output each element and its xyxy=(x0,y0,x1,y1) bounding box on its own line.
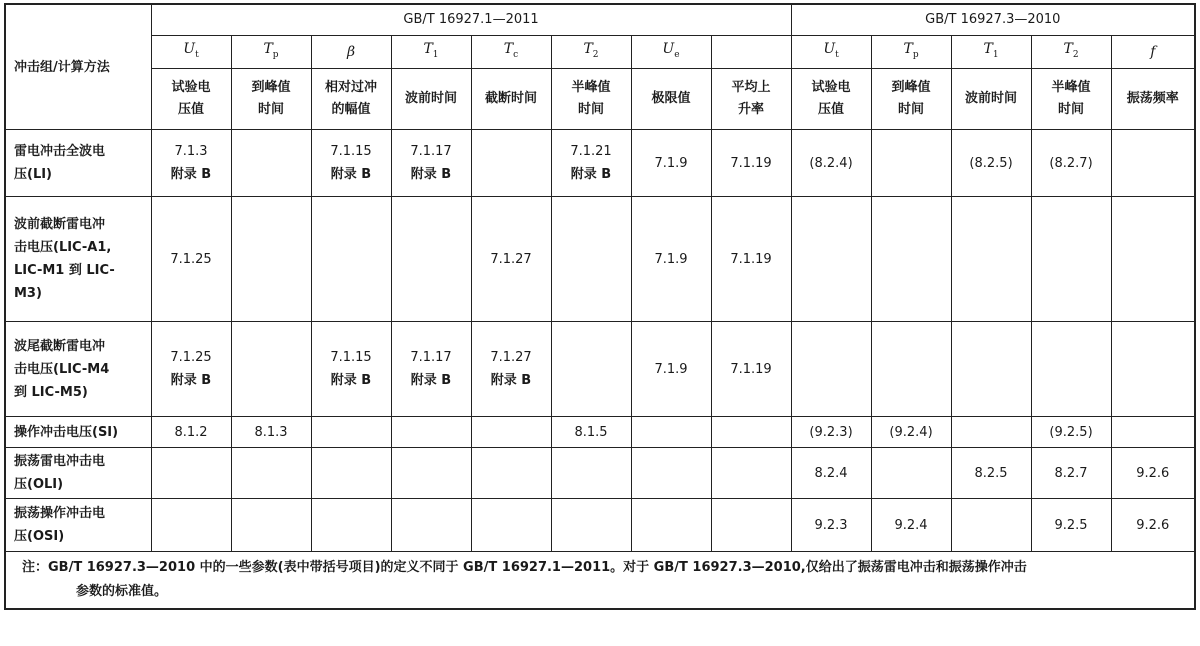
column-symbol xyxy=(311,36,391,69)
column-name-line: 振荡频率 xyxy=(1126,91,1179,106)
column-name xyxy=(471,69,551,130)
table-cell xyxy=(791,448,871,499)
note-row xyxy=(5,552,1195,610)
table-row xyxy=(5,499,1195,552)
table-cell xyxy=(951,197,1031,322)
cell-line: 7.1.19 xyxy=(730,361,772,377)
row-label-line: 压(OLI) xyxy=(14,477,64,492)
table-cell xyxy=(551,322,631,417)
column-name-line: 波前时间 xyxy=(404,91,457,106)
column-name-line: 压值 xyxy=(177,102,204,117)
table-cell xyxy=(391,448,471,499)
row-label xyxy=(5,322,151,417)
table-cell xyxy=(711,417,791,448)
table-cell xyxy=(1111,322,1195,417)
column-name-line: 极限值 xyxy=(651,91,691,106)
symbol-letter: U xyxy=(823,41,836,58)
column-name-line: 时间 xyxy=(577,102,604,117)
table-cell xyxy=(871,417,951,448)
column-name xyxy=(551,69,631,130)
cell-line: 9.2.4 xyxy=(894,517,928,533)
column-name xyxy=(1031,69,1111,130)
table-cell xyxy=(151,448,231,499)
table-cell xyxy=(311,130,391,197)
cell-line: 9.2.5 xyxy=(1054,517,1088,533)
column-name-line: 到峰值 xyxy=(251,80,291,95)
column-name xyxy=(1111,69,1195,130)
table-note xyxy=(5,552,1195,610)
table-cell xyxy=(1031,322,1111,417)
column-name-line: 截断时间 xyxy=(484,91,537,106)
column-name-line: 半峰值 xyxy=(571,80,611,95)
table-cell xyxy=(471,130,551,197)
row-label xyxy=(5,448,151,499)
cell-line: 附录 B xyxy=(570,167,612,182)
cell-line: 附录 B xyxy=(170,373,212,388)
cell-line: (8.2.4) xyxy=(809,155,853,171)
parameter-name-row xyxy=(5,69,1195,130)
column-symbol xyxy=(711,36,791,69)
table-cell xyxy=(471,322,551,417)
table-row xyxy=(5,322,1195,417)
table-cell xyxy=(1111,499,1195,552)
column-name-line: 相对过冲 xyxy=(324,80,377,95)
symbol-letter: T xyxy=(1063,41,1073,58)
table-cell xyxy=(391,197,471,322)
note-line-1: 注：GB/T 16927.3—2010 中的一些参数(表中带括号项目)的定义不同于 GB/T 16927.1—2011。对于 GB/T 16927.3—2010,仅给出了振荡雷电冲击和振荡操作冲击 xyxy=(22,560,1027,575)
cell-line: 8.2.4 xyxy=(814,465,848,481)
table-cell xyxy=(551,130,631,197)
cell-line: 9.2.6 xyxy=(1136,517,1170,533)
row-label-line: 波尾截断雷电冲 xyxy=(14,338,106,354)
table-cell xyxy=(711,130,791,197)
row-label-line: LIC-M1 到 LIC- xyxy=(14,263,115,278)
cell-line: 8.1.5 xyxy=(574,424,608,440)
cell-line: 9.2.3 xyxy=(814,517,848,533)
cell-line: (9.2.4) xyxy=(889,424,933,440)
column-name xyxy=(151,69,231,130)
row-label-line: 压(OSI) xyxy=(14,529,65,544)
table-cell xyxy=(151,417,231,448)
table-cell xyxy=(711,322,791,417)
cell-line: 7.1.25 xyxy=(170,350,212,365)
symbol-letter: T xyxy=(503,41,514,58)
cell-line: 8.2.5 xyxy=(974,465,1008,481)
table-cell xyxy=(311,499,391,552)
column-symbol xyxy=(791,36,871,69)
table-cell xyxy=(151,130,231,197)
table-cell xyxy=(1111,417,1195,448)
row-label xyxy=(5,197,151,322)
table-cell xyxy=(791,197,871,322)
table-row xyxy=(5,448,1195,499)
table-cell xyxy=(791,417,871,448)
column-symbol xyxy=(631,36,711,69)
row-label-line: 压(LI) xyxy=(14,167,53,182)
table-cell xyxy=(471,448,551,499)
cell-line: (8.2.5) xyxy=(969,155,1013,171)
cell-line: (9.2.5) xyxy=(1049,424,1093,440)
column-name xyxy=(631,69,711,130)
column-symbol xyxy=(1031,36,1111,69)
table-cell xyxy=(391,499,471,552)
column-symbol xyxy=(151,36,231,69)
column-name-line: 半峰值 xyxy=(1051,80,1091,95)
column-name-line: 时间 xyxy=(1058,102,1085,117)
column-name xyxy=(311,69,391,130)
table-cell xyxy=(871,197,951,322)
cell-line: 7.1.9 xyxy=(654,251,688,267)
table-cell xyxy=(311,197,391,322)
table-cell xyxy=(231,197,311,322)
row-label-line: 击电压(LIC-M4 xyxy=(14,361,110,377)
symbol-subscript: c xyxy=(513,49,519,60)
table-row xyxy=(5,197,1195,322)
parameter-table xyxy=(4,3,1196,610)
table-cell xyxy=(311,448,391,499)
symbol-subscript: 2 xyxy=(1072,49,1079,60)
cell-line: 7.1.15 xyxy=(330,350,372,365)
table-cell xyxy=(871,448,951,499)
table-cell xyxy=(1111,448,1195,499)
table-cell xyxy=(951,130,1031,197)
table-cell xyxy=(1031,499,1111,552)
corner-header-cell: 冲击组/计算方法 xyxy=(5,4,151,130)
cell-line: 7.1.17 xyxy=(410,144,452,159)
column-name-line: 时间 xyxy=(898,102,925,117)
column-name-line: 平均上 xyxy=(731,80,771,95)
column-name xyxy=(951,69,1031,130)
cell-line: 7.1.3 xyxy=(174,144,208,159)
table-cell xyxy=(951,499,1031,552)
table-row xyxy=(5,130,1195,197)
column-name-line: 试验电 xyxy=(171,80,211,95)
row-label xyxy=(5,499,151,552)
table-cell xyxy=(871,322,951,417)
column-name-line: 的幅值 xyxy=(331,102,371,117)
cell-line: 7.1.27 xyxy=(490,350,532,365)
column-name xyxy=(871,69,951,130)
cell-line: 附录 B xyxy=(490,373,532,388)
cell-line: 附录 B xyxy=(330,167,372,182)
column-name-line: 压值 xyxy=(818,102,845,117)
symbol-subscript: t xyxy=(835,49,839,60)
table-cell xyxy=(231,322,311,417)
row-label-line: 到 LIC-M5) xyxy=(14,384,88,400)
table-cell xyxy=(231,499,311,552)
cell-line: 8.1.3 xyxy=(254,424,288,440)
row-label-line: 操作冲击电压(SI) xyxy=(14,424,119,440)
column-symbol xyxy=(231,36,311,69)
symbol-subscript: 1 xyxy=(432,49,439,60)
symbol-subscript: 1 xyxy=(992,49,999,60)
cell-line: 7.1.15 xyxy=(330,144,372,159)
column-symbol xyxy=(471,36,551,69)
row-label-line: 振荡雷电冲击电 xyxy=(14,454,106,469)
symbol-letter: f xyxy=(1150,44,1156,60)
column-name xyxy=(711,69,791,130)
parameter-table-container xyxy=(4,3,1194,610)
column-name-line: 波前时间 xyxy=(965,91,1018,106)
symbol-subscript: p xyxy=(272,49,279,60)
row-label-line: 击电压(LIC-A1, xyxy=(14,240,112,255)
cell-line: 7.1.9 xyxy=(654,155,688,171)
symbol-subscript: t xyxy=(195,49,199,60)
cell-line: 附录 B xyxy=(170,167,212,182)
row-label xyxy=(5,417,151,448)
table-cell xyxy=(391,322,471,417)
table-cell xyxy=(551,417,631,448)
standard-1-header: GB/T 16927.1—2011 xyxy=(151,4,791,36)
table-cell xyxy=(631,197,711,322)
table-cell xyxy=(471,417,551,448)
column-name-line: 时间 xyxy=(257,102,284,117)
cell-line: 7.1.19 xyxy=(730,155,772,171)
table-cell xyxy=(951,322,1031,417)
column-symbol xyxy=(551,36,631,69)
table-cell xyxy=(631,322,711,417)
row-label xyxy=(5,130,151,197)
table-cell xyxy=(871,499,951,552)
table-cell xyxy=(631,130,711,197)
cell-line: (9.2.3) xyxy=(809,424,853,440)
column-name xyxy=(391,69,471,130)
table-cell xyxy=(311,322,391,417)
symbol-subscript: p xyxy=(912,49,919,60)
symbol-letter: T xyxy=(423,41,433,58)
table-cell xyxy=(391,130,471,197)
standard-3-header: GB/T 16927.3—2010 xyxy=(791,4,1195,36)
cell-line: (8.2.7) xyxy=(1049,155,1093,171)
row-label-line: M3) xyxy=(14,286,42,301)
cell-line: 附录 B xyxy=(410,167,452,182)
table-cell xyxy=(631,499,711,552)
row-label-line: 振荡操作冲击电 xyxy=(14,506,106,521)
table-cell xyxy=(951,417,1031,448)
table-cell xyxy=(631,448,711,499)
symbol-letter: U xyxy=(183,41,196,58)
cell-line: 7.1.19 xyxy=(730,251,772,267)
table-cell xyxy=(791,499,871,552)
column-symbol xyxy=(391,36,471,69)
cell-line: 7.1.17 xyxy=(410,350,452,365)
table-cell xyxy=(1031,417,1111,448)
table-cell xyxy=(1031,448,1111,499)
cell-line: 附录 B xyxy=(410,373,452,388)
table-cell xyxy=(471,499,551,552)
standard-header-row xyxy=(5,4,1195,36)
table-cell xyxy=(551,197,631,322)
symbol-letter: T xyxy=(983,41,993,58)
symbol-row xyxy=(5,36,1195,69)
table-cell xyxy=(1111,130,1195,197)
row-label-line: 雷电冲击全波电 xyxy=(14,144,106,159)
symbol-subscript: 2 xyxy=(592,49,599,60)
column-symbol xyxy=(1111,36,1195,69)
column-name-line: 试验电 xyxy=(811,80,851,95)
symbol-subscript: e xyxy=(674,49,680,60)
row-label-line: 波前截断雷电冲 xyxy=(14,217,106,232)
column-name-line: 到峰值 xyxy=(891,80,931,95)
cell-line: 9.2.6 xyxy=(1136,465,1170,481)
cell-line: 8.2.7 xyxy=(1054,465,1088,481)
cell-line: 附录 B xyxy=(330,373,372,388)
symbol-letter: T xyxy=(903,41,913,58)
column-symbol xyxy=(951,36,1031,69)
table-cell xyxy=(871,130,951,197)
table-cell xyxy=(151,499,231,552)
table-cell xyxy=(951,448,1031,499)
symbol-letter: U xyxy=(662,41,675,58)
table-cell xyxy=(391,417,471,448)
table-cell xyxy=(791,130,871,197)
table-cell xyxy=(311,417,391,448)
symbol-letter: T xyxy=(583,41,593,58)
table-cell xyxy=(1111,197,1195,322)
table-cell xyxy=(631,417,711,448)
table-cell xyxy=(471,197,551,322)
table-cell xyxy=(151,197,231,322)
table-cell xyxy=(551,499,631,552)
symbol-letter: T xyxy=(263,41,273,58)
column-name-line: 升率 xyxy=(738,102,765,117)
cell-line: 7.1.9 xyxy=(654,361,688,377)
cell-line: 7.1.21 xyxy=(570,144,612,159)
table-cell xyxy=(551,448,631,499)
table-cell xyxy=(711,197,791,322)
table-row xyxy=(5,417,1195,448)
note-line-2: 参数的标准值。 xyxy=(76,584,168,599)
column-name xyxy=(231,69,311,130)
table-cell xyxy=(231,448,311,499)
cell-line: 7.1.25 xyxy=(170,251,212,267)
table-cell xyxy=(231,130,311,197)
table-cell xyxy=(1031,197,1111,322)
column-name xyxy=(791,69,871,130)
symbol-letter: β xyxy=(346,44,356,60)
table-cell xyxy=(1031,130,1111,197)
table-cell xyxy=(711,499,791,552)
table-cell xyxy=(791,322,871,417)
column-symbol xyxy=(871,36,951,69)
table-cell xyxy=(231,417,311,448)
cell-line: 8.1.2 xyxy=(174,424,208,440)
table-cell xyxy=(711,448,791,499)
cell-line: 7.1.27 xyxy=(490,251,532,267)
table-cell xyxy=(151,322,231,417)
